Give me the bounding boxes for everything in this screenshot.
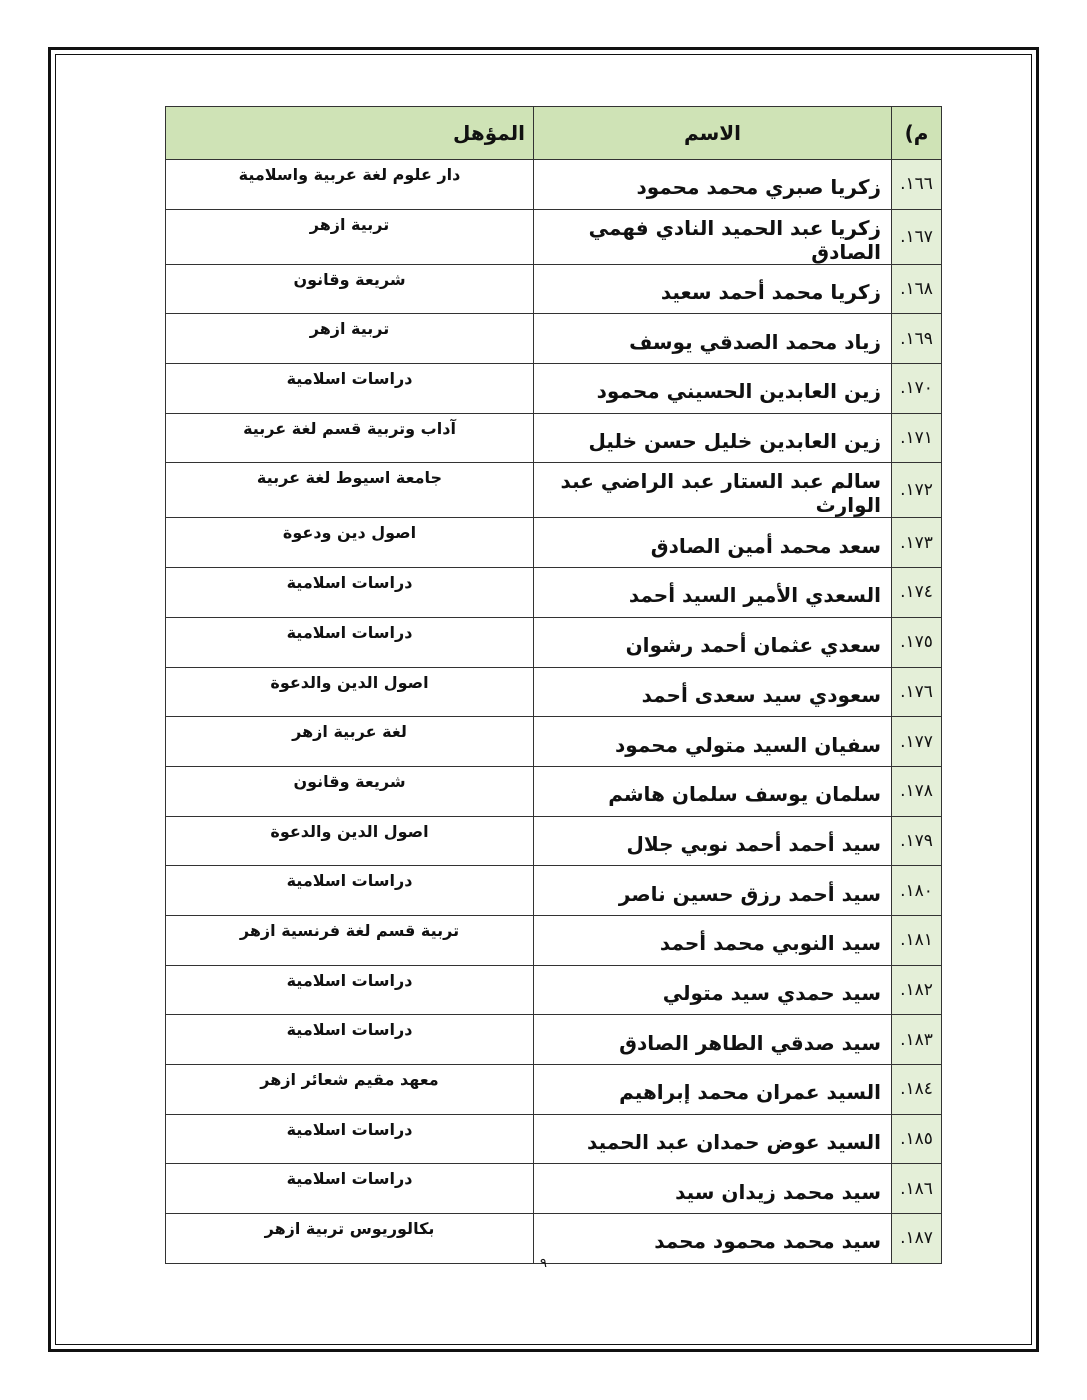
row-qualification: تربية ازهر bbox=[166, 209, 534, 264]
table-row bbox=[166, 364, 942, 414]
table-body bbox=[166, 160, 942, 1264]
row-number: ١٨٤. bbox=[892, 1065, 942, 1115]
row-number: ١٨٣. bbox=[892, 1015, 942, 1065]
table-row bbox=[166, 314, 942, 364]
row-name: سعد محمد أمين الصادق bbox=[534, 518, 892, 568]
row-qualification: تربية قسم لغة فرنسية ازهر bbox=[166, 915, 534, 965]
page-number: ٩ bbox=[540, 1256, 547, 1271]
row-number: ١٧٠. bbox=[892, 364, 942, 414]
row-number: ١٧٧. bbox=[892, 717, 942, 767]
row-qualification: دراسات اسلامية bbox=[166, 1015, 534, 1065]
row-qualification: اصول دين ودعوة bbox=[166, 518, 534, 568]
table-row bbox=[166, 766, 942, 816]
row-number: ١٧٣. bbox=[892, 518, 942, 568]
header-name: الاسم bbox=[534, 107, 892, 160]
table-row bbox=[166, 413, 942, 463]
row-name: زكريا عبد الحميد النادي فهمي الصادق bbox=[534, 209, 892, 264]
row-number: ١٧٢. bbox=[892, 463, 942, 518]
row-qualification: اصول الدين والدعوة bbox=[166, 667, 534, 717]
row-qualification: معهد مقيم شعائر ازهر bbox=[166, 1065, 534, 1115]
table-row bbox=[166, 463, 942, 518]
row-number: ١٧٩. bbox=[892, 816, 942, 866]
table-row bbox=[166, 1015, 942, 1065]
table-row bbox=[166, 667, 942, 717]
row-name: سيد محمد زيدان سيد bbox=[534, 1164, 892, 1214]
row-name: زين العابدين خليل حسن خليل bbox=[534, 413, 892, 463]
row-qualification: دراسات اسلامية bbox=[166, 617, 534, 667]
row-name: سيد حمدي سيد متولي bbox=[534, 965, 892, 1015]
table-row bbox=[166, 816, 942, 866]
row-name: سيد محمد محمود محمد bbox=[534, 1214, 892, 1264]
row-number: ١٨٧. bbox=[892, 1214, 942, 1264]
row-name: سعودي سيد سعدى أحمد bbox=[534, 667, 892, 717]
row-name: سيد أحمد أحمد نوبي جلال bbox=[534, 816, 892, 866]
row-name: سالم عبد الستار عبد الراضي عبد الوارث bbox=[534, 463, 892, 518]
row-number: ١٧٨. bbox=[892, 766, 942, 816]
row-name: سيد النوبي محمد أحمد bbox=[534, 915, 892, 965]
table-row bbox=[166, 1164, 942, 1214]
row-number: ١٦٨. bbox=[892, 264, 942, 314]
row-qualification: لغة عربية ازهر bbox=[166, 717, 534, 767]
row-number: ١٦٦. bbox=[892, 160, 942, 210]
row-name: زكريا محمد أحمد سعيد bbox=[534, 264, 892, 314]
row-name: سفيان السيد متولي محمود bbox=[534, 717, 892, 767]
row-qualification: دراسات اسلامية bbox=[166, 965, 534, 1015]
row-number: ١٧٤. bbox=[892, 568, 942, 618]
row-number: ١٨١. bbox=[892, 915, 942, 965]
table-row bbox=[166, 717, 942, 767]
row-qualification: بكالوريوس تربية ازهر bbox=[166, 1214, 534, 1264]
table-row bbox=[166, 965, 942, 1015]
row-qualification: شريعة وقانون bbox=[166, 264, 534, 314]
row-name: السيد عمران محمد إبراهيم bbox=[534, 1065, 892, 1115]
roster-table bbox=[165, 106, 942, 1264]
table-row bbox=[166, 160, 942, 210]
table-row bbox=[166, 866, 942, 916]
row-qualification: شريعة وقانون bbox=[166, 766, 534, 816]
table-row bbox=[166, 518, 942, 568]
table-header bbox=[166, 107, 942, 160]
row-qualification: دراسات اسلامية bbox=[166, 1114, 534, 1164]
row-qualification: دراسات اسلامية bbox=[166, 1164, 534, 1214]
header-qualification: المؤهل bbox=[166, 107, 534, 160]
row-qualification: دراسات اسلامية bbox=[166, 568, 534, 618]
row-name: زين العابدين الحسيني محمود bbox=[534, 364, 892, 414]
row-qualification: جامعة اسيوط لغة عربية bbox=[166, 463, 534, 518]
table-row bbox=[166, 1065, 942, 1115]
row-name: السعدي الأمير السيد أحمد bbox=[534, 568, 892, 618]
row-name: زكريا صبري محمد محمود bbox=[534, 160, 892, 210]
row-qualification: دار علوم لغة عربية واسلامية bbox=[166, 160, 534, 210]
row-name: زياد محمد الصدقي يوسف bbox=[534, 314, 892, 364]
row-name: سعدي عثمان أحمد رشوان bbox=[534, 617, 892, 667]
table-row bbox=[166, 264, 942, 314]
row-qualification: دراسات اسلامية bbox=[166, 364, 534, 414]
row-name: سيد صدقي الطاهر الصادق bbox=[534, 1015, 892, 1065]
row-number: ١٧٥. bbox=[892, 617, 942, 667]
table-row bbox=[166, 617, 942, 667]
row-qualification: تربية ازهر bbox=[166, 314, 534, 364]
header-number: م) bbox=[892, 107, 942, 160]
row-number: ١٧٦. bbox=[892, 667, 942, 717]
table-row bbox=[166, 915, 942, 965]
row-name: السيد عوض حمدان عبد الحميد bbox=[534, 1114, 892, 1164]
row-qualification: دراسات اسلامية bbox=[166, 866, 534, 916]
table-row bbox=[166, 1114, 942, 1164]
row-number: ١٨٦. bbox=[892, 1164, 942, 1214]
row-number: ١٦٧. bbox=[892, 209, 942, 264]
row-qualification: اصول الدين والدعوة bbox=[166, 816, 534, 866]
row-qualification: آداب وتربية قسم لغة عربية bbox=[166, 413, 534, 463]
row-number: ١٧١. bbox=[892, 413, 942, 463]
header-row bbox=[166, 107, 942, 160]
row-number: ١٦٩. bbox=[892, 314, 942, 364]
row-number: ١٨٥. bbox=[892, 1114, 942, 1164]
row-number: ١٨٢. bbox=[892, 965, 942, 1015]
table-row bbox=[166, 568, 942, 618]
row-number: ١٨٠. bbox=[892, 866, 942, 916]
row-name: سيد أحمد رزق حسين ناصر bbox=[534, 866, 892, 916]
table-row bbox=[166, 209, 942, 264]
row-name: سلمان يوسف سلمان هاشم bbox=[534, 766, 892, 816]
